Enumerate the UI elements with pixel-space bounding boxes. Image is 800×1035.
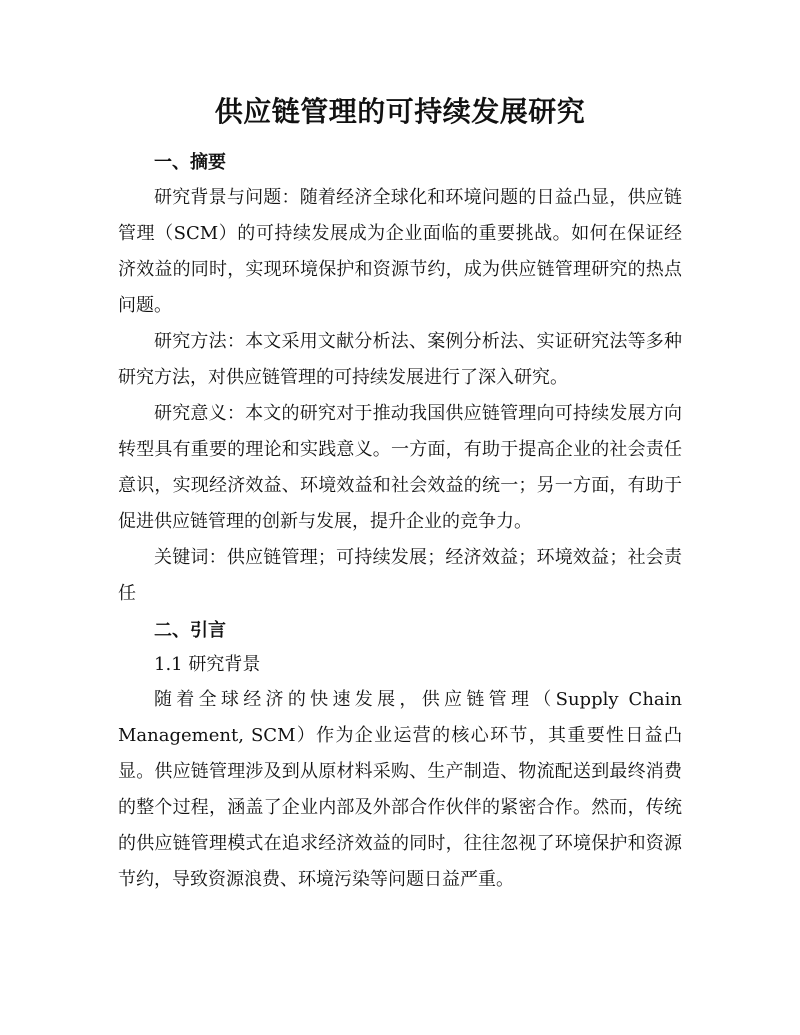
introduction-heading: 二、引言 [154, 620, 226, 641]
document-title: 供应链管理的可持续发展研究 [214, 95, 586, 128]
introduction-paragraph: 随着全球经济的快速发展，供应链管理（Supply Chain Management, SCM）作为企业运营的核心环节，其重要性日益凸显。供应链管理涉及到从原材料采购、生产制造、物流配送到最终消费的整个过程，涵盖了企业内部及外部合作伙伴的紧密合作。然而，传统的供应链管理模式在追求经济效益的同时，往往忽视了环境保护和资源节约，导致资源浪费、环境污染等问题日益严重。 [118, 689, 682, 890]
abstract-heading: 一、摘要 [154, 152, 226, 173]
abstract-method-paragraph: 研究方法：本文采用文献分析法、案例分析法、实证研究法等多种研究方法，对供应链管理的可持续发展进行了深入研究。 [118, 331, 682, 388]
abstract-background-paragraph: 研究背景与问题：随着经济全球化和环境问题的日益凸显，供应链管理（SCM）的可持续发展成为企业面临的重要挑战。如何在保证经济效益的同时，实现环境保护和资源节约，成为供应链管理研究的热点问题。 [118, 187, 682, 316]
abstract-keywords-paragraph: 关键词：供应链管理；可持续发展；经济效益；环境效益；社会责任 [118, 547, 682, 604]
abstract-significance-paragraph: 研究意义：本文的研究对于推动我国供应链管理向可持续发展方向转型具有重要的理论和实践意义。一方面，有助于提高企业的社会责任意识，实现经济效益、环境效益和社会效益的统一；另一方面，有助于促进供应链管理的创新与发展，提升企业的竞争力。 [118, 403, 682, 532]
introduction-section [118, 614, 682, 898]
abstract-section [118, 146, 682, 612]
research-background-subheading: 1.1 研究背景 [154, 654, 261, 675]
